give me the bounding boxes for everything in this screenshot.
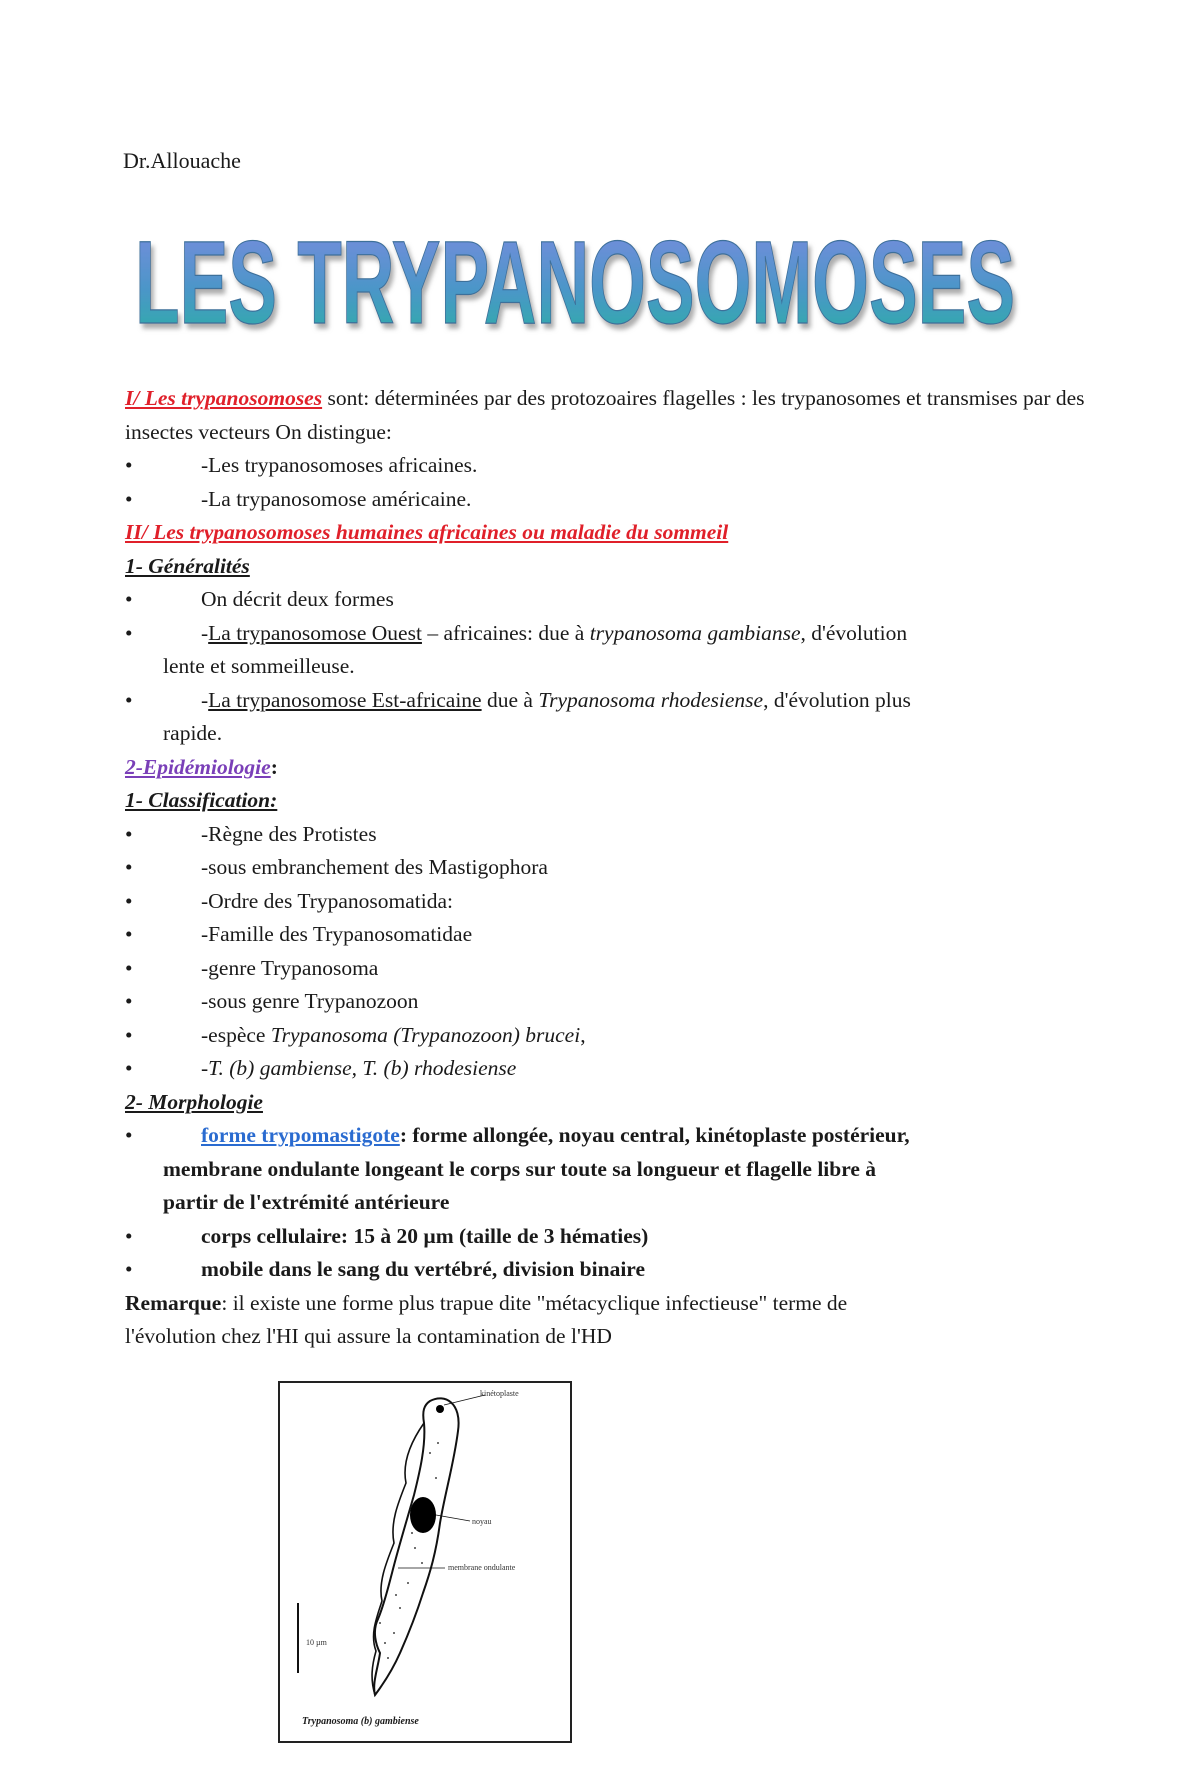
bullet-icon: • — [125, 855, 133, 879]
bullet-icon: • — [125, 486, 133, 511]
label-noyau: noyau — [472, 1517, 492, 1526]
bullet-icon: • — [125, 453, 133, 477]
list-item: • -sous genre Trypanozoon — [125, 985, 1085, 1019]
title-wordart — [125, 205, 1025, 355]
list-item: • forme trypomastigote: forme allongée, noyau central, kinétoplaste postérieur, membrane ondulante longeant le corps sur toute sa longueur et flagelle libre à partir de l'extrémité antérieure — [125, 1119, 1085, 1220]
subheading-epidemiologie: 2-Epidémiologie — [125, 754, 271, 779]
remarque-paragraph: Remarque: il existe une forme plus trapue dite "métacyclique infectieuse" terme de l'évolution chez l'HI qui assure la contamination de l'HD — [125, 1290, 848, 1348]
list-item: • On décrit deux formes — [125, 583, 1085, 617]
bullet-icon: • — [125, 888, 133, 913]
list-item: • corps cellulaire: 15 à 20 µm (taille de 3 hématies) — [125, 1220, 1085, 1254]
subheading-morphologie: 2- Morphologie — [125, 1089, 263, 1114]
author-name: Dr.Allouache — [123, 148, 241, 173]
label-kinetoplaste: kinétoplaste — [480, 1389, 519, 1398]
list-item: • -La trypanosomose Est-africaine due à Trypanosoma rhodesiense, d'évolution plus rapide. — [125, 684, 1085, 751]
bullet-icon: • — [125, 1223, 133, 1248]
list-item: • -espèce Trypanosoma (Trypanozoon) brucei, — [125, 1019, 1085, 1053]
bullet-icon: • — [125, 687, 133, 712]
document-body: I/ Les trypanosomoses sont: déterminées par des protozoaires flagelles : les trypanosomes et transmises par des insectes vecteurs On distingue: • -Les trypanosomoses africaines. • -La trypanosomose américaine. II/ Les trypanosomoses humaines africaines ou maladie du sommeil 1- Généralités • On décrit deux formes • -La trypanosomose Ouest – africaines: due à trypanosoma gambianse, d'évolution lente et sommeilleuse. • -La trypanosomose Est-africaine due à Trypanosoma rhodesiense, d'évolution plus rapide. 2-Epidémiologie: 1- Classification: • -Règne des Protistes • -sous embranchement des Mastigophora • -Ordre des Trypanosomatida: • -Famille des Trypanosomatidae • -genre Trypanosoma • -sous genre Trypanozoon • -espèce Trypanosoma (Trypanozoon) brucei, • -T. (b) gambiense, T. (b) rhodesiense 2- Morphologie • forme trypomastigote: forme allongée, noyau central, kinétoplaste postérieur, membrane ondulante longeant le corps sur toute sa longueur et flagelle libre à partir de l'extrémité antérieure • corps cellulaire: 15 à 20 µm (taille de 3 hématies) • mobile dans le sang du vertébré, division binaire Remarque: il existe une forme plus trapue dite "métacyclique infectieuse" terme de l'évolution chez l'HI qui assure la contamination de l'HD — [125, 382, 1085, 1354]
figure-caption: Trypanosoma (b) gambiense — [302, 1716, 419, 1727]
bullet-icon: • — [125, 1257, 133, 1281]
bullet-icon: • — [125, 821, 133, 846]
intro-text: sont: déterminées par des protozoaires flagelles : les trypanosomes et transmises par des insectes vecteurs On distingue: — [125, 386, 1085, 444]
title-text: LES TRYPANOSOMOSES — [135, 217, 1016, 349]
label-membrane: membrane ondulante — [448, 1563, 516, 1572]
list-item: • -Les trypanosomoses africaines. — [125, 449, 1085, 483]
list-item: • -La trypanosomose américaine. — [125, 483, 1085, 517]
bullet-icon: • — [125, 955, 133, 980]
list-item: • -Règne des Protistes — [125, 818, 1085, 852]
section-heading-africaines: II/ Les trypanosomoses humaines africaines ou maladie du sommeil — [125, 520, 729, 544]
subheading-classification: 1- Classification: — [125, 788, 278, 812]
list-item: • -Ordre des Trypanosomatida: — [125, 885, 1085, 919]
list-item: • -genre Trypanosoma — [125, 952, 1085, 986]
bullet-icon: • — [125, 1022, 133, 1047]
trypomastigote-link[interactable]: forme trypomastigote — [201, 1123, 400, 1147]
intro-heading: I/ Les trypanosomoses — [125, 386, 323, 410]
subheading-generalites: 1- Généralités — [125, 553, 250, 578]
trypanosoma-figure — [278, 1381, 572, 1743]
bullet-icon: • — [125, 922, 133, 946]
page-title — [125, 205, 1025, 355]
label-scale: 10 µm — [306, 1638, 327, 1647]
bullet-icon: • — [125, 587, 133, 611]
list-item: • mobile dans le sang du vertébré, division binaire — [125, 1253, 1085, 1287]
bullet-icon: • — [125, 989, 133, 1013]
list-item: • -Famille des Trypanosomatidae — [125, 918, 1085, 952]
bullet-icon: • — [125, 1056, 133, 1080]
list-item: • -La trypanosomose Ouest – africaines: due à trypanosoma gambianse, d'évolution lente et sommeilleuse. — [125, 617, 1085, 684]
bullet-icon: • — [125, 620, 133, 645]
list-item: • -sous embranchement des Mastigophora — [125, 851, 1085, 885]
intro-paragraph — [125, 382, 1085, 449]
list-item: • -T. (b) gambiense, T. (b) rhodesiense — [125, 1052, 1085, 1086]
trypanosome-drawing — [280, 1383, 570, 1741]
bullet-icon: • — [125, 1123, 133, 1147]
